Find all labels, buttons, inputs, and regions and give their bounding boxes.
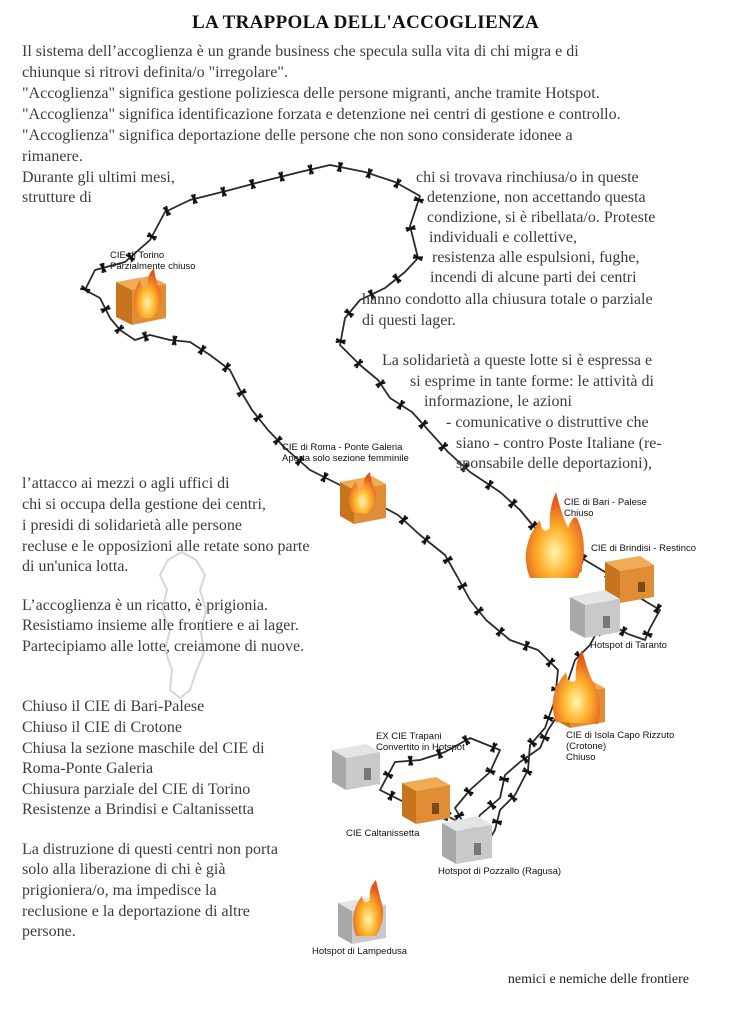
right-text-line: hanno condotto alla chiusura totale o parziale [362, 291, 653, 308]
right-text-line: sponsabile delle deportazioni), [456, 455, 652, 472]
left-text-line: Resistiamo insieme alle frontiere e ai lager. [22, 617, 299, 634]
building-torino-icon [116, 268, 166, 325]
barb [454, 815, 464, 817]
left-text-line: solo alla liberazione di chi è già [22, 861, 226, 878]
intro-line: "Accoglienza" significa identificazione forzata e detenzione nei centri di gestione e controllo. [22, 106, 621, 123]
right-text-line: si esprime in tante forme: le attività di [410, 373, 654, 390]
barb [252, 179, 253, 189]
building-pozzallo-icon [442, 816, 492, 864]
left-text-line: L’accoglienza è un ricatto, è prigionia. [22, 597, 268, 614]
left-text-line: i presidi di solidarietà alle persone [22, 517, 242, 534]
intro-line: "Accoglienza" significa gestione poliziesca delle persone migranti, anche tramite Hotspot. [22, 85, 600, 102]
right-text-line: informazione, le azioni [424, 393, 572, 410]
label-crotone: CIE di Isola Capo Rizzuto (Crotone) Chiuso [566, 730, 675, 763]
barb [376, 382, 386, 385]
label-torino: CIE di Torino Parzialmente chiuso [110, 250, 196, 272]
barb [458, 585, 468, 587]
left-text-line: Chiuso il CIE di Bari-Palese [22, 698, 205, 715]
label-taranto: Hotspot di Taranto [590, 640, 667, 651]
intro-line: chiunque si ritrovi definita/o "irregolare". [22, 64, 288, 81]
right-text-line: resistenza alle espulsioni, fughe, [432, 249, 640, 266]
right-text-line: siano - contro Poste Italiane (re- [456, 435, 662, 452]
label-caltanissetta: CIE Caltanissetta [346, 828, 420, 839]
left-text-line: di un'unica lotta. [22, 558, 129, 575]
left-text-line: Partecipiamo alle lotte, creiamone di nuove. [22, 638, 305, 655]
left-text-line: Chiusura parziale del CIE di Torino [22, 781, 251, 798]
left-fragment-line: Durante gli ultimi mesi, [22, 169, 175, 186]
barb [237, 392, 247, 394]
barb [523, 754, 526, 764]
page-title: LA TRAPPOLA DELL'ACCOGLIENZA [192, 12, 539, 33]
label-lampedusa: Hotspot di Lampedusa [312, 946, 408, 957]
building-roma-icon [340, 472, 386, 524]
right-text-line: chi si trovava rinchiusa/o in queste [416, 169, 639, 186]
left-text-line: prigioniera/o, ma impedisce la [22, 882, 217, 899]
building-crotone-icon [553, 650, 605, 728]
building-trapani-icon [332, 744, 380, 790]
intro-line: rimanere. [22, 148, 83, 165]
right-text-line: detenzione, non accettando questa [427, 189, 646, 206]
left-text-line: Chiuso il CIE di Crotone [22, 719, 182, 736]
intro-line: "Accoglienza" significa deportazione delle persone che non sono considerate idonee a [22, 127, 573, 144]
label-pozzallo: Hotspot di Pozzallo (Ragusa) [438, 866, 562, 877]
barb [166, 206, 167, 216]
left-text-line: chi si occupa della gestione dei centri, [22, 496, 266, 513]
right-text-line: individuali e collettive, [429, 229, 577, 246]
barb [406, 228, 416, 229]
signature: nemici e nemiche delle frontiere [507, 972, 689, 987]
right-text-line: condizione, si è ribellata/o. Proteste [427, 209, 656, 226]
label-trapani: EX CIE Trapani Convertito in Hotspot [376, 731, 465, 753]
right-text-line: La solidarietà a queste lotte si è espressa e [382, 352, 653, 369]
barb [310, 165, 311, 175]
barb [465, 735, 467, 745]
barb [194, 194, 195, 204]
left-text-line: recluse e le opposizioni alle retate sono parte [22, 538, 310, 555]
left-text-line: reclusione e la deportazione di altre [22, 903, 250, 920]
left-text-line: Roma-Ponte Galeria [22, 760, 154, 777]
label-roma: CIE di Roma - Ponte Galeria Aperta solo sezione femminile [282, 442, 409, 464]
right-text-line: - comunicative o distruttive che [446, 414, 649, 431]
left-text-line: La distruzione di questi centri non porta [22, 841, 278, 858]
left-text-line: Resistenze a Brindisi e Caltanissetta [22, 801, 254, 818]
barb [101, 308, 111, 310]
left-fragment-line: strutture di [22, 189, 92, 206]
left-text-line: Chiusa la sezione maschile del CIE di [22, 740, 265, 757]
right-text-line: incendi di alcune parti dei centri [430, 269, 637, 286]
intro-line: Il sistema dell’accoglienza è un grande business che specula sulla vita di chi migra e di [22, 43, 579, 60]
building-taranto-icon [570, 590, 620, 638]
barb [281, 172, 282, 182]
barb [223, 187, 224, 197]
building-lampedusa-icon [338, 880, 386, 944]
barb [443, 559, 453, 561]
right-text-line: di questi lager. [362, 312, 456, 329]
barb [103, 263, 104, 273]
left-text-line: persone. [22, 923, 76, 940]
left-text-line: l’attacco ai mezzi o agli uffici di [22, 475, 230, 492]
label-brindisi: CIE di Brindisi - Restinco [591, 543, 697, 554]
building-caltanissetta-icon [402, 777, 450, 824]
label-bari: CIE di Bari - Palese Chiuso [564, 497, 647, 519]
